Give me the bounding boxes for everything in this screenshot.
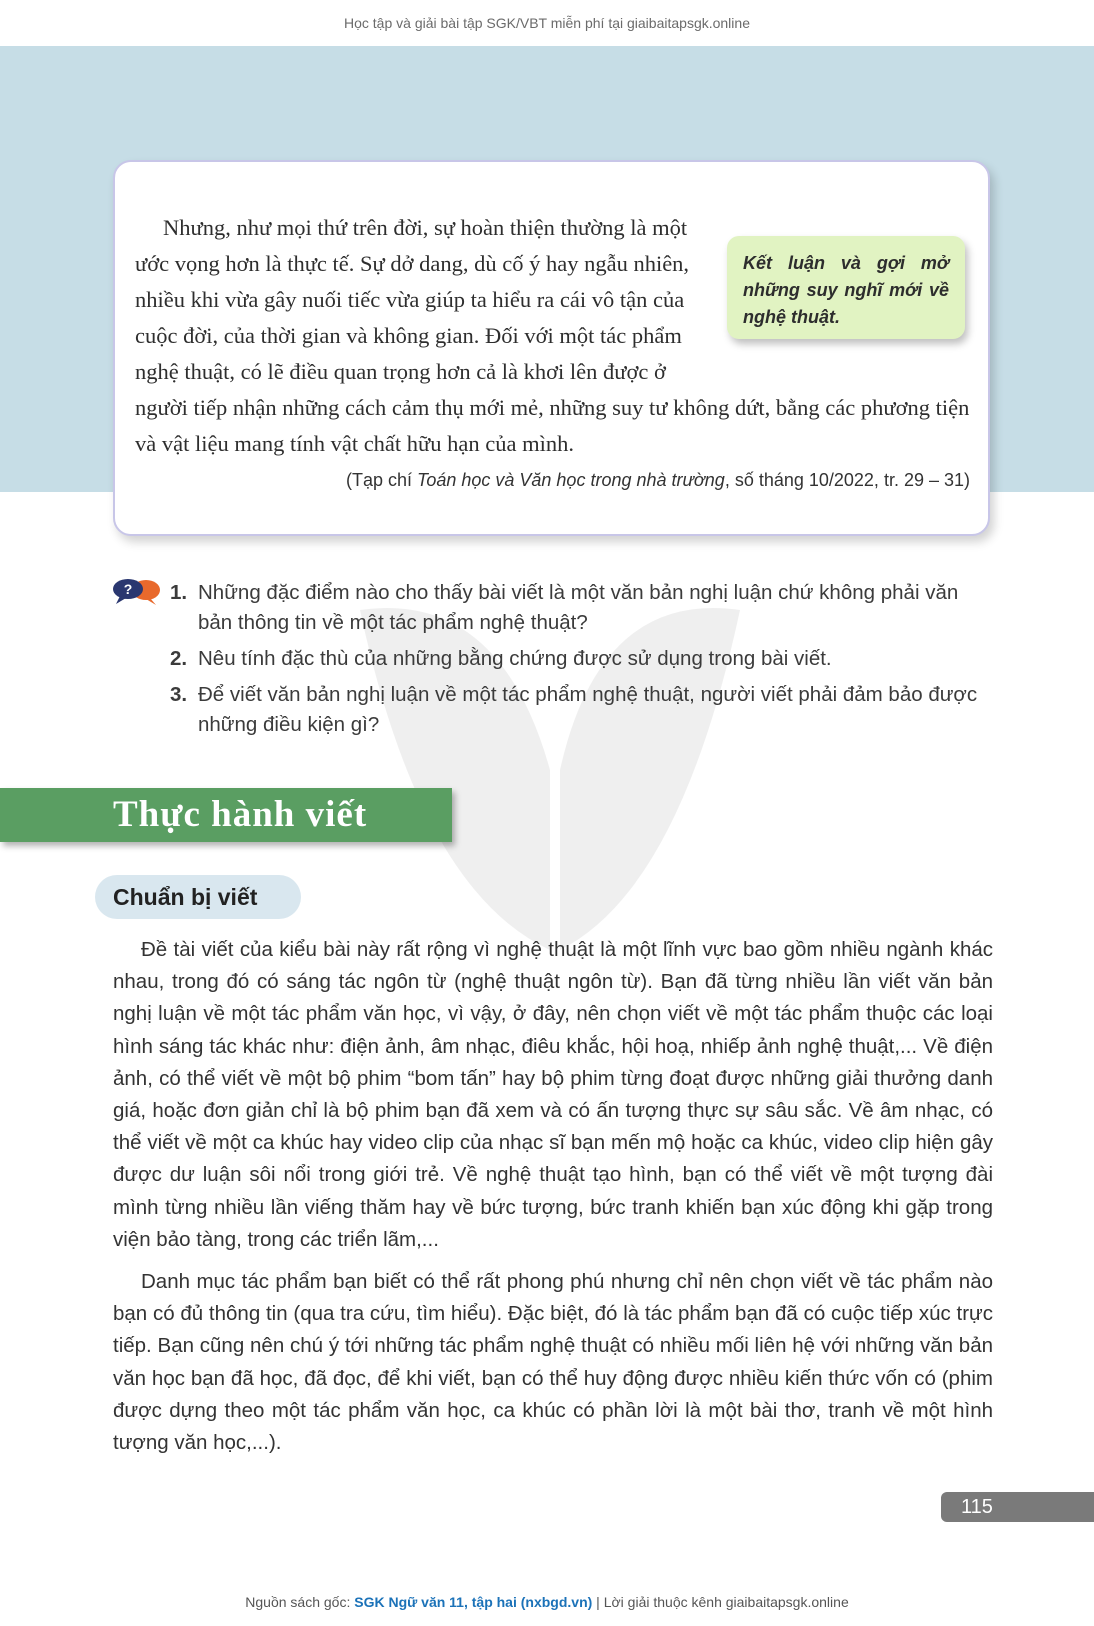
note-spacer [715,210,975,386]
question-item [112,680,992,740]
page-number: 115 [961,1496,993,1518]
section-title: Thực hành viết [113,794,368,835]
quote-text: Nhưng, như mọi thứ trên đời, sự hoàn thiện thường là một ước vọng hơn là thực tế. Sự dở dang, dù cố ý hay ngẫu nhiên, nhiều khi vừa gây nuối tiếc vừa giúp ta hiểu ra cái vô tận của cuộc đời, của thời gian và không gian. Đối với một tác phẩm nghệ thuật, có lẽ điều quan trọng hơn cả là khơi lên được ở người tiếp nhận những cách cảm thụ mới mẻ, những suy tư không dứt, bằng các phương tiện và vật liệu mang tính vật chất hữu hạn của mình. [135,215,970,456]
page-header: Học tập và giải bài tập SGK/VBT miễn phí tại giaibaitapsgk.online [0,0,1094,46]
quote-source: (Tạp chí Toán học và Văn học trong nhà trường, số tháng 10/2022, tr. 29 – 31) [345,470,970,490]
question-text: Nêu tính đặc thù của những bằng chứng được sử dụng trong bài viết. [198,647,832,670]
quote-paragraph [135,210,975,462]
question-item [112,578,992,638]
body-paragraph: Danh mục tác phẩm bạn biết có thể rất phong phú nhưng chỉ nên chọn viết về tác phẩm nào bạn có đủ thông tin (qua tra cứu, tìm hiểu). Đặc biệt, đó là tác phẩm bạn đã có cuộc tiếp xúc trực tiếp. Bạn cũng nên chú ý tới những tác phẩm nghệ thuật có nhiều mối liên hệ với những văn bản văn học bạn đã học, đã đọc, để khi viết, bạn có thể huy động được nhiều kiến thức vốn có (phim được dựng theo một tác phẩm văn học, ca khúc có phần lời là một bài thơ, tranh về một hình tượng văn học,...). [113,1270,993,1455]
question-number: 3. [170,683,188,706]
subsection-title: Chuẩn bị viết [113,884,258,910]
question-list [112,578,992,746]
question-item [112,644,992,674]
svg-text:?: ? [123,581,133,597]
side-note: Kết luận và gợi mở những suy nghĩ mới về nghệ thuật. [727,236,965,339]
question-text: Những đặc điểm nào cho thấy bài viết là một văn bản nghị luận chứ không phải văn bản thông tin về một tác phẩm nghệ thuật? [198,581,959,634]
source-link[interactable]: SGK Ngữ văn 11, tập hai (nxbgd.vn) [354,1594,593,1610]
page-footer: Nguồn sách gốc: SGK Ngữ văn 11, tập hai (nxbgd.vn) | Lời giải thuộc kênh giaibaitapsgk.online [245,1594,849,1610]
source-title: Toán học và Văn học trong nhà trường [416,470,725,490]
question-number: 2. [170,647,188,670]
body-text [113,934,993,1469]
body-paragraph: Đề tài viết của kiểu bài này rất rộng vì nghệ thuật là một lĩnh vực bao gồm nhiều ngành khác nhau, trong đó có sáng tác ngôn từ (nghệ thuật ngôn từ). Bạn đã từng nhiều lần viết văn bản nghị luận về một tác phẩm văn học, vì vậy, ở đây, nên chọn viết về một tác phẩm thuộc các loại hình sáng tác khác như: điện ảnh, âm nhạc, điêu khắc, hội hoạ, nhiếp ảnh nghệ thuật,... Về điện ảnh, có thể viết về một bộ phim “bom tấn” hay bộ phim từng đoạt được những giải thưởng danh giá, hoặc đơn giản chỉ là bộ phim bạn đã xem và có ấn tượng thực sự sâu sắc. Về âm nhạc, có thể viết về một ca khúc hay video clip của nhạc sĩ bạn mến mộ hoặc ca khúc, video clip hiện gây được dư luận sôi nổi trong giới trẻ. Về nghệ thuật tạo hình, bạn có thể viết về một tượng đài mình từng nhiều lần viếng thăm hay về bức tượng, bức tranh khiến bạn xúc động khi gặp trong viện bảo tàng, trong các triển lãm,... [113,938,993,1251]
question-number: 1. [170,581,188,604]
question-text: Để viết văn bản nghị luận về một tác phẩm nghệ thuật, người viết phải đảm bảo được những điều kiện gì? [198,683,978,736]
